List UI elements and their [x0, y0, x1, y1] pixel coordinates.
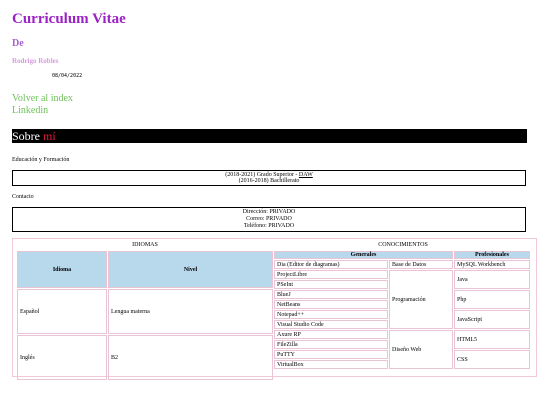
about-section-bar [12, 129, 527, 143]
table-header: Nivel [108, 251, 273, 288]
contact-box [12, 207, 526, 232]
table-header: Profesionales [454, 251, 530, 259]
table-cell: FileZilla [274, 340, 388, 349]
table-header: Idioma [17, 251, 107, 288]
table-cell: MySQL Workbench [454, 260, 530, 269]
table-header: Generales [274, 251, 453, 259]
date-text: 08/04/2022 [52, 73, 83, 79]
contact-label: Contacto [12, 194, 34, 200]
languages-caption: IDIOMAS [132, 242, 158, 248]
table-cell: NetBeans [274, 300, 388, 309]
skills-caption: CONOCIMIENTOS [378, 242, 428, 248]
table-cell: JavaScript [454, 310, 530, 329]
contact-email: Correo: PRIVADO [246, 216, 292, 222]
by-label: De [12, 38, 24, 49]
table-cell: Diseño Web [389, 330, 453, 369]
table-cell: PSeInt [274, 280, 388, 289]
table-cell: BlueJ [274, 290, 388, 299]
table-cell: Php [454, 290, 530, 309]
about-title: Sobre [12, 129, 43, 143]
contact-phone: Teléfono: PRIVADO [243, 223, 295, 229]
education-box [12, 170, 526, 186]
education-label: Educación y Formación [12, 157, 70, 163]
table-cell: Notepad++ [274, 310, 388, 319]
table-cell: CSS [454, 350, 530, 369]
linkedin-link[interactable]: Linkedin [12, 105, 49, 116]
back-to-index-link[interactable]: Volver al index [12, 93, 73, 104]
education-line-2: (2016-2018) Bachillerato [238, 178, 300, 184]
table-cell: Lengua materna [108, 289, 273, 334]
table-cell: Axure RP [274, 330, 388, 339]
education-line-1: (2018-2021) Grado Superior - DAW [225, 172, 313, 178]
table-cell: Visual Studio Code [274, 320, 388, 329]
table-cell: ProjectLibre [274, 270, 388, 279]
table-cell: HTML5 [454, 330, 530, 349]
table-cell: VirtualBox [274, 360, 388, 369]
languages-table [16, 250, 274, 381]
page-title: Curriculum Vitae [12, 11, 126, 27]
skills-table [273, 250, 531, 370]
about-title-highlight: mí [43, 129, 56, 143]
table-cell: Programación [389, 270, 453, 329]
table-cell: Dia (Editor de diagramas) [274, 260, 388, 269]
author-name: Rodrigo Robles [12, 57, 59, 65]
table-cell: Base de Datos [389, 260, 453, 269]
table-cell: PuTTY [274, 350, 388, 359]
table-cell: Español [17, 289, 107, 334]
table-cell: Inglés [17, 335, 107, 380]
table-cell: B2 [108, 335, 273, 380]
table-cell: Java [454, 270, 530, 289]
daw-abbr: DAW [298, 172, 313, 178]
contact-address: Dirección: PRIVADO [242, 209, 296, 215]
